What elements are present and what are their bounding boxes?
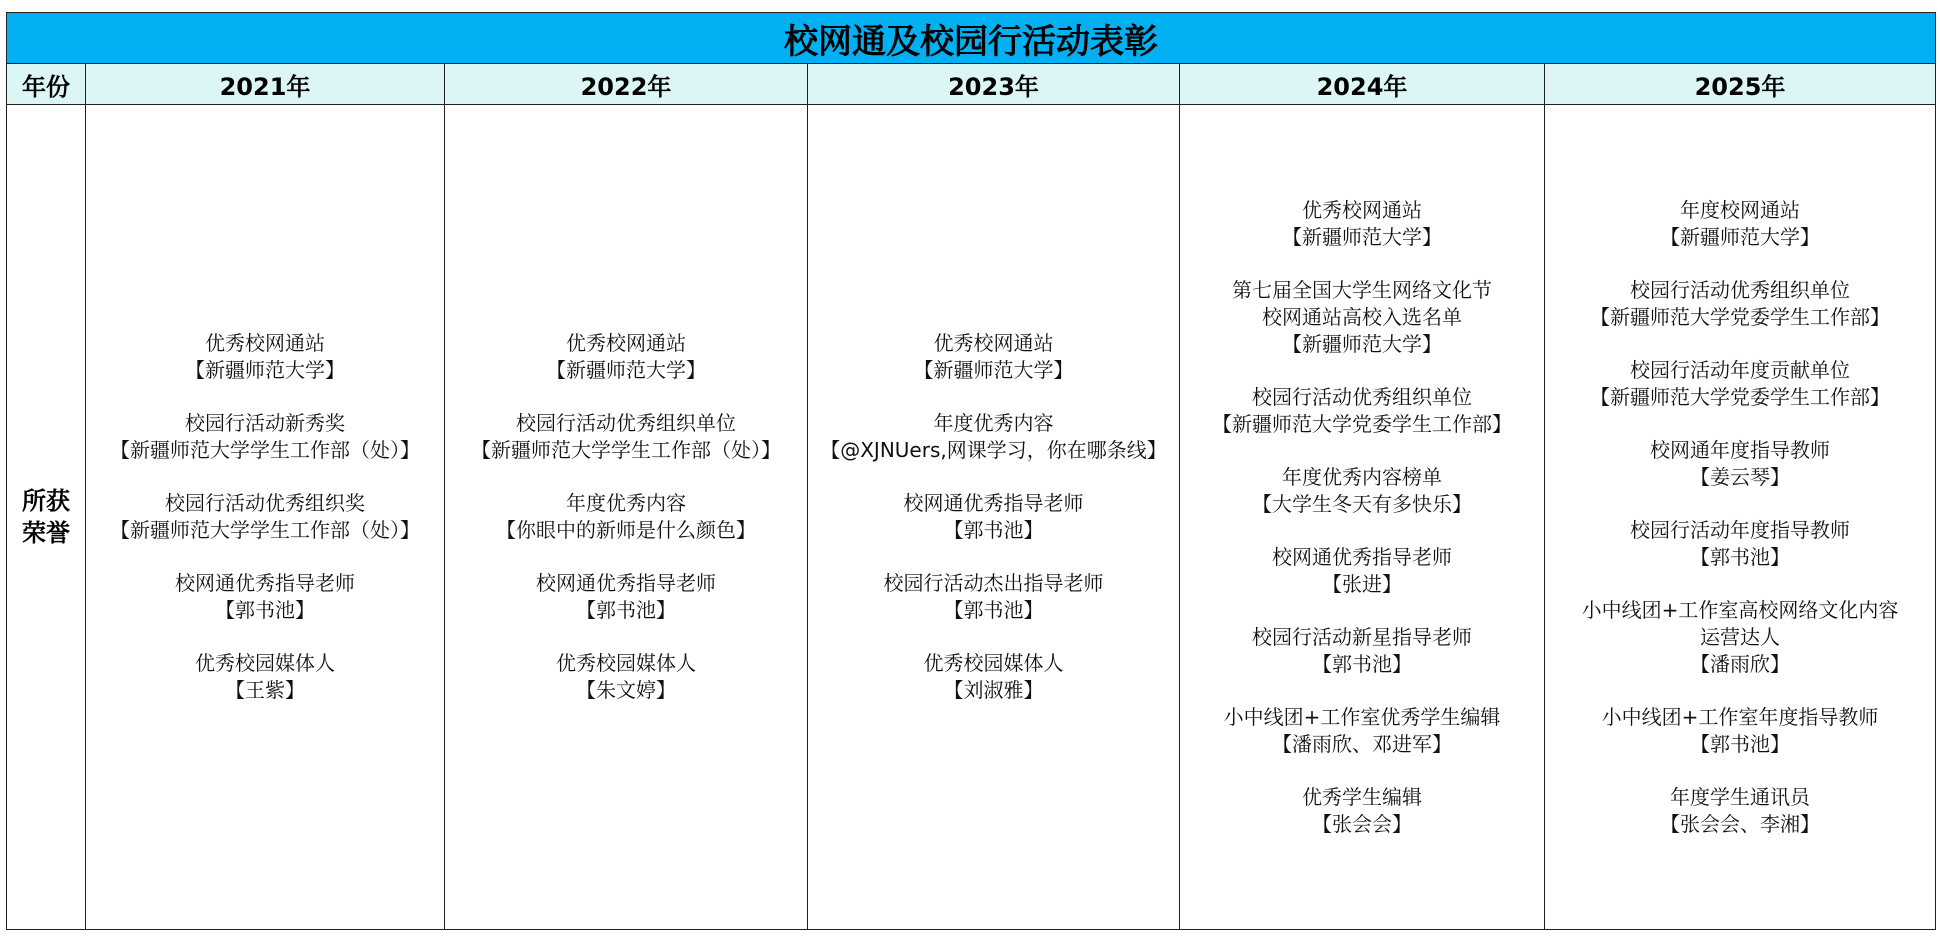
year-header-2021: 2021年 [86,64,445,105]
award-name: 校园行活动优秀组织单位 [516,411,736,435]
award-item [1545,517,1935,571]
award-recipient: 【新疆师范大学】 [1282,224,1442,249]
award-name: 校网通站高校入选名单 [1262,304,1462,329]
award-recipient: 【刘淑雅】 [943,678,1044,702]
award-name: 优秀校网通站 [566,331,686,355]
award-recipient: 【新疆师范大学学生工作部（处）】 [471,438,781,462]
award-name: 校园行活动年度指导教师 [1630,517,1850,542]
award-recipient: 【新疆师范大学】 [913,358,1074,382]
award-name: 校园行活动新星指导老师 [1252,624,1472,649]
award-item [1180,384,1544,438]
award-name: 校网通优秀指导老师 [1272,544,1452,569]
award-name: 优秀校网通站 [933,331,1054,355]
award-item [1180,704,1544,758]
award-recipient: 【郭书池】 [943,598,1044,622]
award-item [808,490,1179,544]
award-recipient: 【新疆师范大学党委学生工作部】 [1212,411,1512,436]
award-name: 年度学生通讯员 [1670,784,1810,809]
year-header-2023: 2023年 [808,64,1180,105]
award-name: 小中线团+工作室优秀学生编辑 [1223,704,1501,729]
award-recipient: 【新疆师范大学学生工作部（处）】 [110,438,420,462]
award-recipient: 【新疆师范大学】 [1660,224,1820,249]
award-item [1180,624,1544,678]
title-row [7,13,1936,64]
row-label [7,105,86,930]
award-item [1180,784,1544,838]
award-recipient: 【潘雨欣、邓进军】 [1272,731,1452,756]
award-item [1180,464,1544,518]
award-item [808,650,1179,704]
award-item [808,330,1179,384]
award-name: 年度优秀内容榜单 [1282,464,1442,489]
award-item [808,570,1179,624]
award-recipient: 【朱文婷】 [576,678,676,702]
award-name: 优秀学生编辑 [1302,784,1422,809]
award-name: 校园行活动优秀组织单位 [1252,384,1472,409]
award-recipient: 【郭书池】 [1690,731,1790,756]
award-recipient: 【张进】 [1322,571,1402,596]
award-name: 校网通优秀指导老师 [536,571,716,595]
award-item [445,410,807,464]
award-recipient: 【王紫】 [225,678,305,702]
award-name: 校网通优秀指导老师 [175,571,355,595]
award-name: 小中线团+工作室高校网络文化内容 [1581,597,1899,622]
year-cell-2024 [1180,105,1545,930]
award-item [1545,437,1935,491]
award-item [1180,277,1544,358]
award-recipient: 【郭书池】 [943,518,1044,542]
award-name: 校园行活动年度贡献单位 [1630,357,1850,382]
award-recipient: 【新疆师范大学党委学生工作部】 [1590,304,1890,329]
award-recipient: 【新疆师范大学】 [1282,331,1442,356]
award-item [86,570,444,624]
award-item [86,490,444,544]
award-recipient: 【张会会、李湘】 [1660,811,1820,836]
award-recipient: 【大学生冬天有多快乐】 [1252,491,1472,516]
year-cell-2025 [1545,105,1936,930]
honors-row [7,105,1936,930]
award-recipient: 【张会会】 [1312,811,1412,836]
award-recipient: 【新疆师范大学党委学生工作部】 [1590,384,1890,409]
award-recipient: 【郭书池】 [1690,544,1790,569]
year-cell-2022 [445,105,808,930]
award-recipient: 【姜云琴】 [1690,464,1790,489]
award-name: 优秀校网通站 [1302,197,1422,222]
award-name: 校园行活动新秀奖 [185,411,345,435]
award-recipient: 【郭书池】 [1312,651,1412,676]
award-item [1545,704,1935,758]
awards-table [6,12,1936,930]
award-recipient: 【新疆师范大学学生工作部（处）】 [110,518,420,542]
award-name: 运营达人 [1700,624,1780,649]
award-recipient: 【潘雨欣】 [1690,651,1790,676]
table-title: 校网通及校园行活动表彰 [7,13,1936,64]
award-item [445,570,807,624]
award-item [1180,544,1544,598]
award-name: 校园行活动优秀组织奖 [165,491,365,515]
award-item [1180,197,1544,251]
award-item [1545,277,1935,331]
award-item [86,650,444,704]
award-recipient: 【新疆师范大学】 [546,358,706,382]
year-header-2025: 2025年 [1545,64,1936,105]
award-name: 校网通优秀指导老师 [903,491,1084,515]
year-header-2024: 2024年 [1180,64,1545,105]
award-item [86,330,444,384]
award-name: 小中线团+工作室年度指导教师 [1601,704,1879,729]
award-name: 优秀校网通站 [205,331,325,355]
award-name: 年度优秀内容 [933,411,1054,435]
award-name: 校网通年度指导教师 [1650,437,1830,462]
header-row [7,64,1936,105]
award-recipient: 【新疆师范大学】 [185,358,345,382]
year-cell-2023 [808,105,1180,930]
award-item [1545,597,1935,678]
award-recipient: 【郭书池】 [576,598,676,622]
award-recipient: 【郭书池】 [215,598,315,622]
award-item [808,410,1179,464]
year-cell-2021 [86,105,445,930]
award-name: 校园行活动杰出指导老师 [883,571,1104,595]
header-label: 年份 [7,64,86,105]
award-name: 年度优秀内容 [566,491,686,515]
award-item [445,650,807,704]
award-item [445,490,807,544]
row-label-text: 所获荣誉 [21,487,70,547]
award-name: 优秀校园媒体人 [923,651,1064,675]
award-item [1545,784,1935,838]
award-name: 校园行活动优秀组织单位 [1630,277,1850,302]
award-item [1545,357,1935,411]
award-item [445,330,807,384]
award-recipient: 【@XJNUers,网课学习，你在哪条线】 [820,438,1167,462]
award-item [1545,197,1935,251]
award-name: 优秀校园媒体人 [195,651,335,675]
award-name: 第七届全国大学生网络文化节 [1232,277,1492,302]
award-recipient: 【你眼中的新师是什么颜色】 [496,518,756,542]
award-item [86,410,444,464]
award-name: 优秀校园媒体人 [556,651,696,675]
year-header-2022: 2022年 [445,64,808,105]
award-name: 年度校网通站 [1680,197,1800,222]
